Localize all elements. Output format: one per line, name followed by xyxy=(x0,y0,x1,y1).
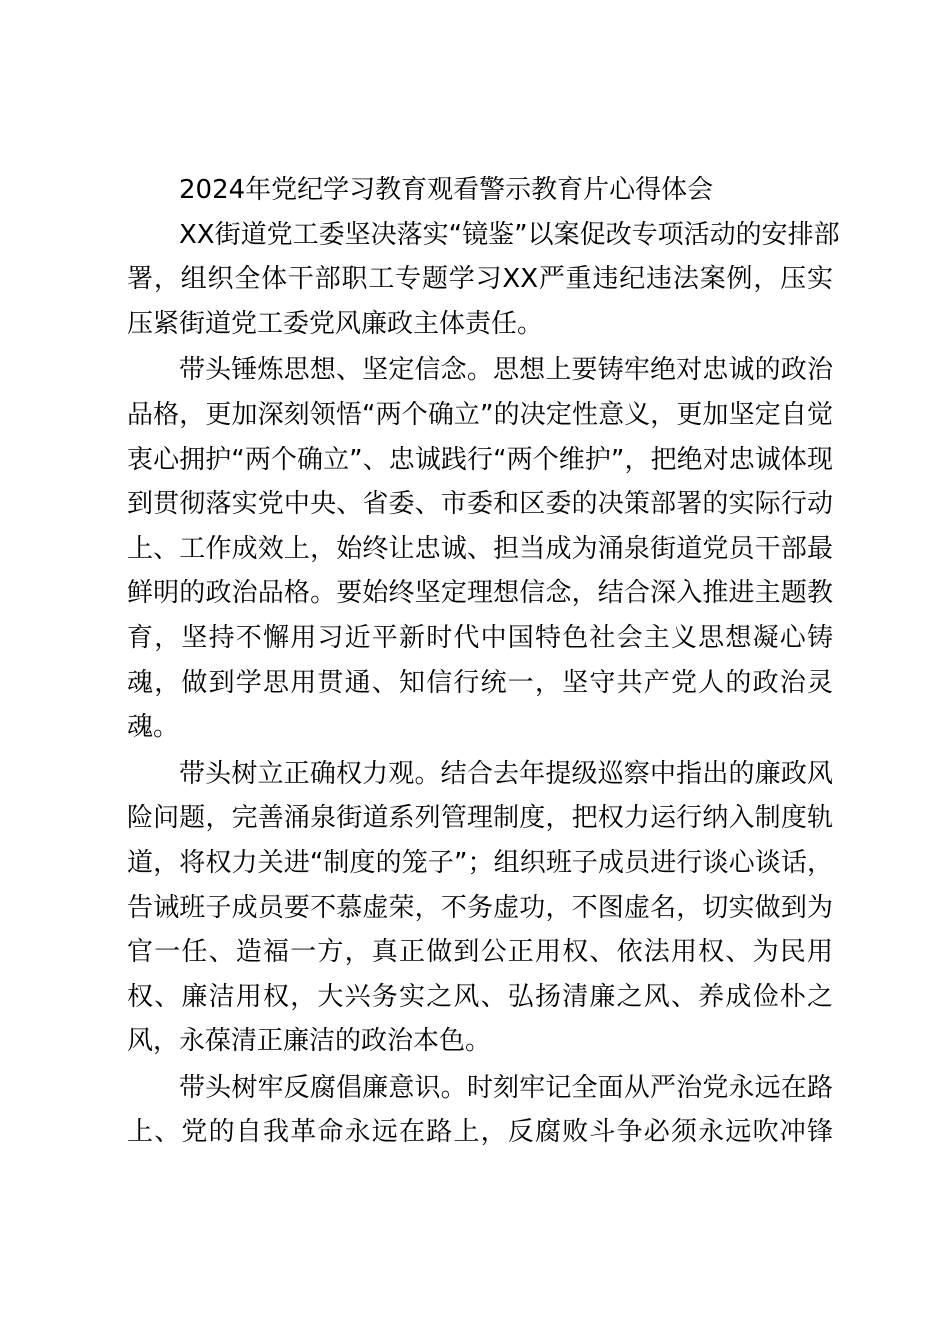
paragraph-line: 道，将权力关进“制度的笼子”；组织班子成员进行谈心谈话， xyxy=(127,847,833,878)
paragraph-ideology xyxy=(127,348,833,749)
paragraph-line: 告诫班子成员要不慕虚荣，不务虚功，不图虚名，切实做到为 xyxy=(127,892,833,923)
document-title: 2024年党纪学习教育观看警示教育片心得体会 xyxy=(179,175,714,205)
paragraph-line: 上、党的自我革命永远在路上，反腐败斗争必须永远吹冲锋 xyxy=(127,1117,833,1148)
paragraph-line: 带头树立正确权力观。结合去年提级巡察中指出的廉政风 xyxy=(179,758,833,789)
paragraph-line: 魂。 xyxy=(127,712,180,743)
paragraph-line: 官一任、造福一方，真正做到公正用权、依法用权、为民用 xyxy=(127,937,833,968)
paragraph-intro xyxy=(127,213,840,347)
paragraph-line: 权、廉洁用权，大兴务实之风、弘扬清廉之风、养成俭朴之 xyxy=(127,981,833,1012)
paragraph-line: 上、工作成效上，始终让忠诚、担当成为涌泉街道党员干部最 xyxy=(127,533,833,564)
paragraph-line: XX街道党工委坚决落实“镜鉴”以案促改专项活动的安排部 xyxy=(179,219,840,250)
paragraph-line: 品格，更加深刻领悟“两个确立”的决定性意义，更加坚定自觉 xyxy=(127,399,833,430)
paragraph-line: 带头树牢反腐倡廉意识。时刻牢记全面从严治党永远在路 xyxy=(179,1072,833,1103)
paragraph-line: 到贯彻落实党中央、省委、市委和区委的决策部署的实际行动 xyxy=(127,489,833,520)
paragraph-power xyxy=(127,752,833,1064)
paragraph-line: 带头锤炼思想、坚定信念。思想上要铸牢绝对忠诚的政治 xyxy=(179,355,833,386)
document-body xyxy=(127,168,840,1155)
paragraph-line: 魂，做到学思用贯通、知信行统一，坚守共产党人的政治灵 xyxy=(127,667,833,698)
paragraph-line: 署，组织全体干部职工专题学习XX严重违纪违法案例，压实 xyxy=(127,264,833,295)
paragraph-line: 压紧街道党工委党风廉政主体责任。 xyxy=(127,308,544,339)
paragraph-line: 险问题，完善涌泉街道系列管理制度，把权力运行纳入制度轨 xyxy=(127,803,833,834)
paragraph-line: 风，永葆清正廉洁的政治本色。 xyxy=(127,1026,492,1057)
paragraph-line: 衷心拥护“两个确立”、忠诚践行“两个维护”，把绝对忠诚体现 xyxy=(127,444,833,475)
paragraph-line: 育，坚持不懈用习近平新时代中国特色社会主义思想凝心铸 xyxy=(127,622,833,653)
paragraph-line: 鲜明的政治品格。要始终坚定理想信念，结合深入推进主题教 xyxy=(127,578,833,609)
paragraph-anticorruption xyxy=(127,1066,833,1155)
